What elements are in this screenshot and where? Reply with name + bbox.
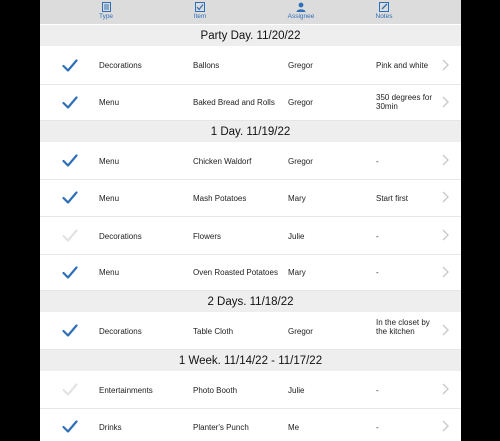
assignee-cell: Gregor — [288, 327, 313, 336]
checkmark-icon[interactable] — [62, 324, 78, 337]
section-header: 1 Week. 11/14/22 - 11/17/22 — [40, 350, 461, 371]
item-cell: Chicken Waldorf — [193, 157, 252, 166]
table-row[interactable] — [40, 143, 461, 180]
toolbar-notes-label: Notes — [375, 13, 393, 20]
type-cell: Menu — [99, 268, 120, 277]
notes-cell: - — [376, 386, 379, 395]
item-cell: Table Cloth — [193, 327, 234, 336]
item-cell: Planter's Punch — [193, 423, 249, 432]
table-row[interactable] — [40, 313, 461, 350]
toolbar-item-label: Item — [193, 13, 207, 20]
chevron-right-icon[interactable] — [442, 96, 449, 108]
assignee-cell: Julie — [288, 232, 305, 241]
chevron-right-icon[interactable] — [442, 191, 449, 203]
device-screen — [40, 0, 461, 441]
chevron-right-icon[interactable] — [442, 383, 449, 395]
chevron-right-icon[interactable] — [442, 324, 449, 336]
notes-cell: In the closet by the kitchen — [376, 318, 430, 336]
item-cell: Flowers — [193, 232, 222, 241]
checkmark-icon[interactable] — [62, 420, 78, 433]
checkmark-icon[interactable] — [62, 96, 78, 109]
chevron-right-icon[interactable] — [442, 266, 449, 278]
assignee-cell: Gregor — [288, 61, 313, 70]
assignee-cell: Gregor — [288, 98, 313, 107]
table-row[interactable] — [40, 409, 461, 441]
chevron-right-icon[interactable] — [442, 229, 449, 241]
toolbar-assignee-label: Assignee — [287, 13, 315, 20]
type-cell: Menu — [99, 157, 120, 166]
column-toolbar — [40, 0, 461, 24]
item-check-icon — [195, 2, 205, 12]
notes-edit-icon — [379, 2, 389, 12]
type-cell: Decorations — [99, 61, 142, 70]
notes-cell: Pink and white — [376, 61, 429, 70]
table-row[interactable] — [40, 47, 461, 85]
toolbar-item-button[interactable] — [170, 0, 230, 24]
type-cell: Menu — [99, 98, 120, 107]
section-header: 2 Days. 11/18/22 — [40, 291, 461, 312]
notes-cell: - — [376, 157, 379, 166]
item-cell: Oven Roasted Potatoes — [193, 268, 278, 277]
checkmark-unchecked-icon[interactable] — [62, 383, 78, 396]
checkmark-icon[interactable] — [62, 266, 78, 279]
type-cell: Menu — [99, 194, 120, 203]
checkmark-icon[interactable] — [62, 191, 78, 204]
type-cell: Entertainments — [99, 386, 153, 395]
chevron-right-icon[interactable] — [442, 59, 449, 71]
checkmark-icon[interactable] — [62, 59, 78, 72]
table-row[interactable] — [40, 217, 461, 255]
item-cell: Ballons — [193, 61, 220, 70]
notes-cell: Start first — [376, 194, 409, 203]
section-header: Party Day. 11/20/22 — [40, 25, 461, 46]
type-cell: Decorations — [99, 327, 142, 336]
assignee-cell: Mary — [288, 268, 306, 277]
assignee-person-icon — [296, 2, 306, 12]
checkmark-unchecked-icon[interactable] — [62, 229, 78, 242]
item-cell: Photo Booth — [193, 386, 238, 395]
type-list-icon — [102, 2, 111, 12]
table-row[interactable] — [40, 180, 461, 217]
assignee-cell: Gregor — [288, 157, 313, 166]
section-header: 1 Day. 11/19/22 — [40, 121, 461, 142]
chevron-right-icon[interactable] — [442, 154, 449, 166]
toolbar-assignee-button[interactable] — [271, 0, 331, 24]
table-row[interactable] — [40, 372, 461, 409]
checkmark-icon[interactable] — [62, 154, 78, 167]
notes-cell: - — [376, 268, 379, 277]
assignee-cell: Julie — [288, 386, 305, 395]
assignee-cell: Mary — [288, 194, 306, 203]
table-row[interactable] — [40, 255, 461, 291]
notes-cell: - — [376, 423, 379, 432]
chevron-right-icon[interactable] — [442, 420, 449, 432]
item-cell: Mash Potatoes — [193, 194, 247, 203]
notes-cell: - — [376, 232, 379, 241]
table-row[interactable] — [40, 85, 461, 121]
type-cell: Drinks — [99, 423, 122, 432]
toolbar-type-button[interactable] — [76, 0, 136, 24]
assignee-cell: Me — [288, 423, 300, 432]
toolbar-type-label: Type — [98, 13, 114, 20]
type-cell: Decorations — [99, 232, 142, 241]
notes-cell: 350 degrees for 30min — [376, 93, 433, 111]
toolbar-notes-button[interactable] — [354, 0, 414, 24]
item-cell: Baked Bread and Rolls — [193, 98, 275, 107]
